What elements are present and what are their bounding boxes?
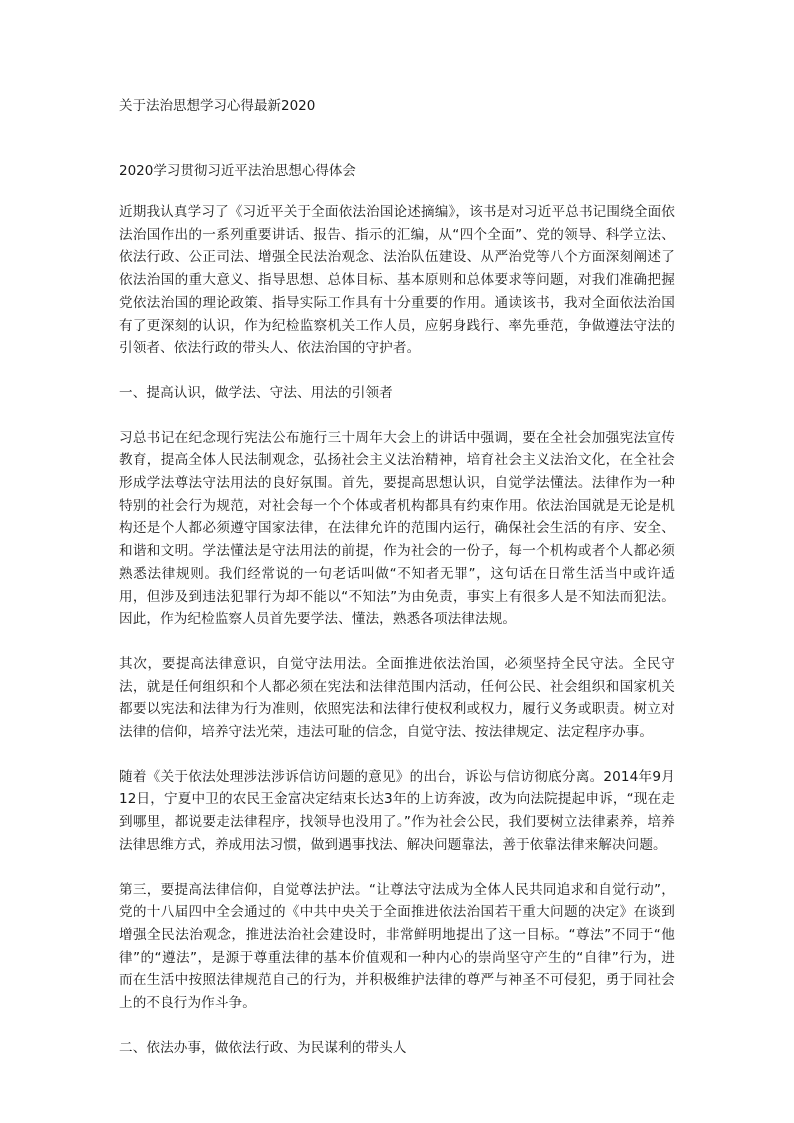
document-subtitle: 2020学习贯彻习近平法治思想心得体会: [119, 163, 356, 179]
body-paragraph: 其次，要提高法律意识，自觉守法用法。全面推进依法治国，必须坚持全民守法。全民守法，就是任何组织和个人都必须在宪法和法律范围内活动，任何公民、社会组织和国家机关都要以宪法和法律为行为准则，依照宪法和法律行使权利或权力，履行义务或职责。树立对法律的信仰，培养守法光荣，违法可耻的信念，自觉守法、按法律规定、法定程序办事。: [119, 655, 675, 741]
body-paragraph: 第三，要提高法律信仰，自觉尊法护法。“让尊法守法成为全体人民共同追求和自觉行动”，党的十八届四中全会通过的《中共中央关于全面推进依法治国若干重大问题的决定》在谈到增强全民法治观念，推进法治社会建设时，非常鲜明地提出了这一目标。“尊法”不同于“他律”的“遵法”，是源于尊重法律的基本价值观和一种内心的崇尚坚守产生的“自律”行为，进而在生活中按照法律规范自己的行为，并积极维护法律的尊严与神圣不可侵犯，勇于同社会上的不良行为作斗争。: [119, 881, 675, 1012]
document-title: 关于法治思想学习心得最新2020: [119, 98, 316, 114]
body-paragraph: 习总书记在纪念现行宪法公布施行三十周年大会上的讲话中强调，要在全社会加强宪法宣传教育，提高全体人民法制观念，弘扬社会主义法治精神，培育社会主义法治文化，在全社会形成学法尊法守法用法的良好氛围。首先，要提高思想认识，自觉学法懂法。法律作为一种特别的社会行为规范，对社会每一个个体或者机构都具有约束作用。依法治国就是无论是机构还是个人都必须遵守国家法律，在法律允许的范围内运行，确保社会生活的有序、安全、和谐和文明。学法懂法是守法用法的前提，作为社会的一份子，每一个机构或者个人都必须熟悉法律规则。我们经常说的一句老话叫做“不知者无罪”，这句话在日常生活当中或许适用，但涉及到违法犯罪行为却不能以“不知法”为由免责，事实上有很多人是不知法而犯法。因此，作为纪检监察人员首先要学法、懂法，熟悉各项法律法规。: [119, 429, 675, 628]
body-paragraph: 随着《关于依法处理涉法涉诉信访问题的意见》的出台，诉讼与信访彻底分离。2014年9月12日，宁夏中卫的农民王金富决定结束长达3年的上访奔波，改为向法院提起申诉，“现在走到哪里，都说要走法律程序，找领导也没用了。”作为社会公民，我们要树立法律素养，培养法律思维方式，养成用法习惯，做到遇事找法、解决问题靠法，善于依靠法律来解决问题。: [119, 768, 675, 853]
intro-paragraph: 近期我认真学习了《习近平关于全面依法治国论述摘编》，该书是对习近平总书记围绕全面依法治国作出的一系列重要讲话、报告、指示的汇编，从“四个全面”、党的领导、科学立法、依法行政、公正司法、增强全民法治观念、法治队伍建设、从严治党等八个方面深刻阐述了依法治国的重大意义、指导思想、总体目标、基本原则和总体要求等问题，对我们准确把握党依法治国的理论政策、指导实际工作具有十分重要的作用。通读该书，我对全面依法治国有了更深刻的认识，作为纪检监察机关工作人员，应躬身践行、率先垂范，争做遵法守法的引领者、依法行政的带头人、依法治国的守护者。: [119, 204, 675, 357]
section-heading-one: 一、提高认识，做学法、守法、用法的引领者: [119, 384, 393, 401]
document-body: [119, 201, 675, 1082]
section-heading-two: 二、依法办事，做依法行政、为民谋利的带头人: [119, 1039, 407, 1056]
